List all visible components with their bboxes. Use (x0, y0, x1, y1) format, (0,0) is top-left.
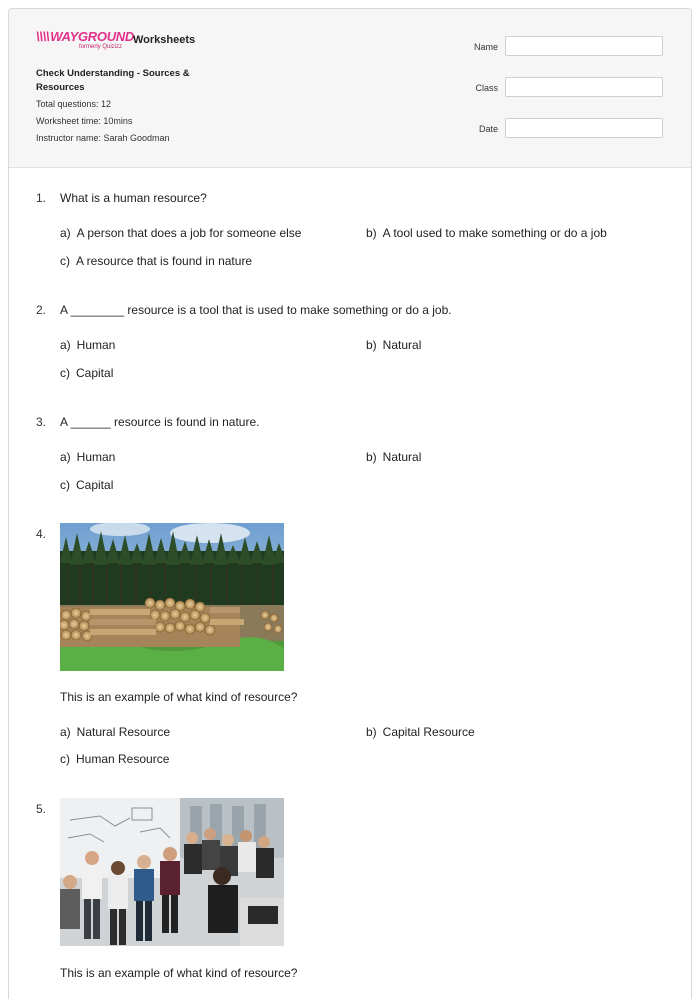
name-label: Name (473, 42, 498, 52)
question-text: This is an example of what kind of resource? (60, 966, 298, 980)
question-number: 1. (36, 191, 47, 205)
worksheet-header (9, 9, 691, 168)
question-number: 3. (36, 415, 47, 429)
worksheet-time: Worksheet time: 10mins (36, 116, 133, 126)
option-a: a) Natural Resource (60, 725, 171, 739)
question-text: This is an example of what kind of resource? (60, 690, 298, 704)
question-number: 4. (36, 527, 47, 541)
logo-subtitle: formerly Quizizz (79, 44, 123, 50)
photo-group-of-people-meeting (60, 798, 284, 946)
question-text: A ______ resource is found in nature. (60, 415, 260, 429)
option-b: b) A tool used to make something or do a job (366, 226, 607, 240)
question-number: 2. (36, 303, 47, 317)
question-number: 5. (36, 802, 47, 816)
option-a: a) A person that does a job for someone else (60, 226, 302, 240)
product-name: Worksheets (133, 34, 196, 46)
option-b: b) Capital Resource (366, 725, 475, 739)
logo-mark-icon: \\\\ (36, 29, 50, 44)
wayground-logo: \\\\WAYGROUND (36, 29, 134, 44)
class-label: Class (475, 83, 498, 93)
option-a: a) Human (60, 450, 116, 464)
option-c: c) A resource that is found in nature (60, 254, 253, 268)
option-c: c) Capital (60, 366, 114, 380)
date-field[interactable] (505, 118, 663, 138)
option-a: a) Human (60, 338, 116, 352)
date-label: Date (478, 124, 498, 134)
instructor-name: Instructor name: Sarah Goodman (36, 133, 170, 143)
option-c: c) Human Resource (60, 752, 170, 766)
class-field[interactable] (505, 77, 663, 97)
worksheet-page (8, 8, 692, 999)
photo-log-pile-forest (60, 523, 284, 671)
total-questions: Total questions: 12 (36, 99, 112, 109)
option-b: b) Natural (366, 450, 422, 464)
question-text: A ________ resource is a tool that is used to make something or do a job. (60, 303, 452, 317)
worksheet-title: Check Understanding - Sources & Resources (36, 68, 190, 93)
name-field[interactable] (505, 36, 663, 56)
option-c: c) Capital (60, 478, 114, 492)
question-text: What is a human resource? (60, 191, 207, 205)
option-b: b) Natural (366, 338, 422, 352)
